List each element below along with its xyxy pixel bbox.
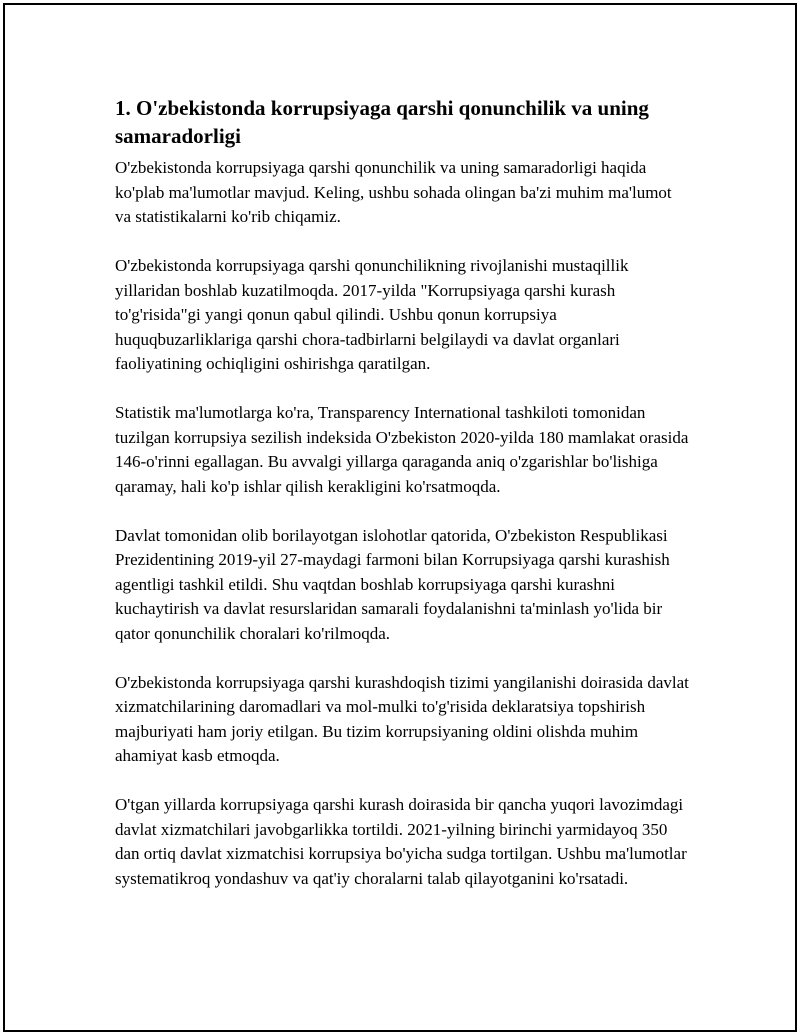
document-title: 1. O'zbekistonda korrupsiyaga qarshi qonunchilik va uning samaradorligi	[115, 96, 649, 148]
paragraph: O'zbekistonda korrupsiyaga qarshi kurashdoqish tizimi yangilanishi doirasida davlat xizmatchilarining daromadlari va mol-mulki to'g'risida deklaratsiya topshirish majburiyati ham joriy etilgan. Bu tizim korrupsiyaning oldini olishda muhim ahamiyat kasb etmoqda.	[115, 672, 689, 765]
paragraph: Statistik ma'lumotlarga ko'ra, Transparency International tashkiloti tomonidan tuzilgan korrupsiya sezilish indeksida O'zbekiston 2020-yilda 180 mamlakat orasida 146-o'rinni egallagan. Bu avvalgi yillarga qaraganda aniq o'zgarishlar bo'lishiga qaramay, hali ko'p ishlar qilish kerakligini ko'rsatmoqda.	[115, 403, 689, 496]
paragraph: O'tgan yillarda korrupsiyaga qarshi kurash doirasida bir qancha yuqori lavozimdagi davlat xizmatchilari javobgarlikka tortildi. 2021-yilning birinchi yarmidayoq 350 dan ortiq davlat xizmatchisi korrupsiya bo'yicha sudga tortilgan. Ushbu ma'lumotlar systematikroq yondashuv va qat'iy choralarni talab qilayotganini ko'rsatadi.	[115, 795, 687, 888]
paragraph: O'zbekistonda korrupsiyaga qarshi qonunchilik va uning samaradorligi haqida ko'plab ma'lumotlar mavjud. Keling, ushbu sohada olingan ba'zi muhim ma'lumot va statistikalarni ko'rib chiqamiz.	[115, 158, 672, 226]
document-body	[115, 94, 690, 916]
paragraph: Davlat tomonidan olib borilayotgan islohotlar qatorida, O'zbekiston Respublikasi Prezidentining 2019-yil 27-maydagi farmoni bilan Korrupsiyaga qarshi kurashish agentligi tashkil etildi. Shu vaqtdan boshlab korrupsiyaga qarshi kurashni kuchaytirish va davlat resurslaridan samarali foydalanishni ta'minlash yo'lida bir qator qonunchilik choralari ko'rilmoqda.	[115, 525, 670, 643]
paragraph: O'zbekistonda korrupsiyaga qarshi qonunchilikning rivojlanishi mustaqillik yillaridan boshlab kuzatilmoqda. 2017-yilda "Korrupsiyaga qarshi kurash to'g'risida"gi yangi qonun qabul qilindi. Ushbu qonun korrupsiya huquqbuzarliklariga qarshi chora-tadbirlarni belgilaydi va davlat organlari faoliyatining ochiqligini oshirishga qaratilgan.	[115, 256, 629, 373]
